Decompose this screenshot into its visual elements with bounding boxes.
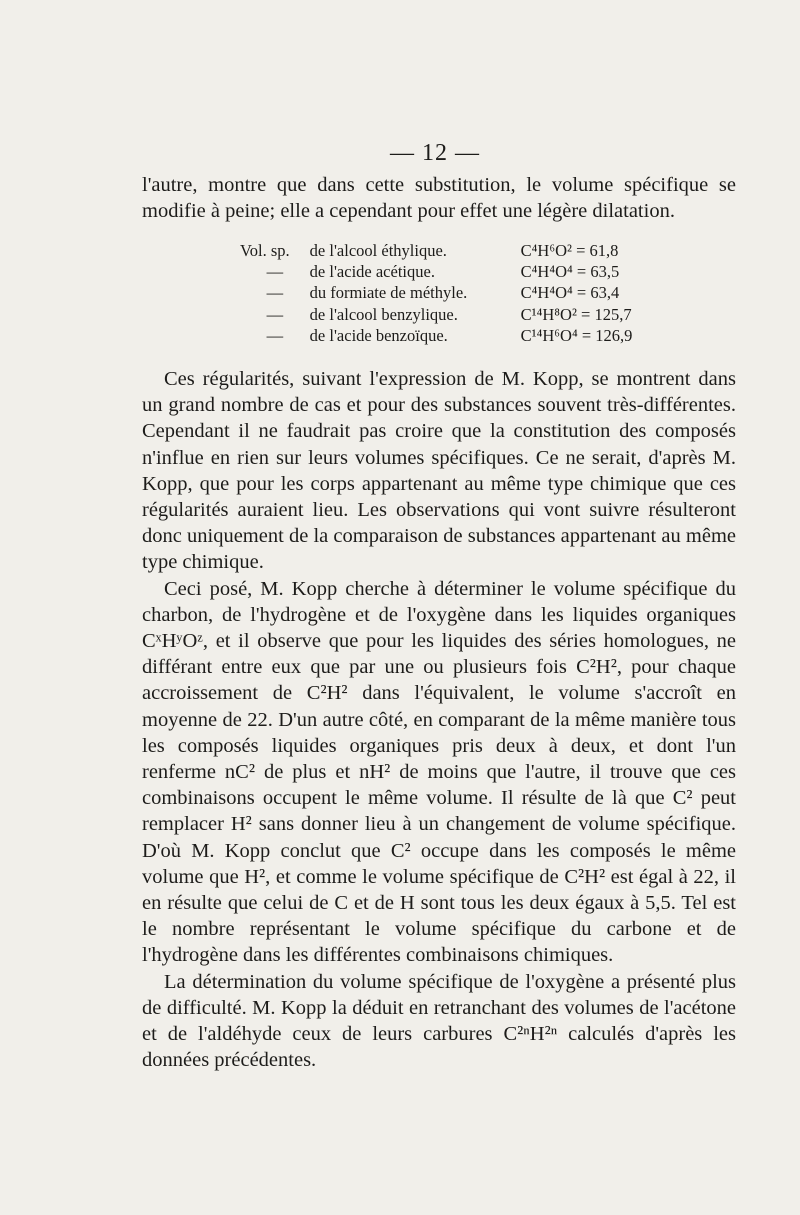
row-substance: du formiate de méthyle. (309, 283, 468, 303)
row-formula: C¹⁴H⁸O² = 125,7 (520, 304, 632, 324)
paragraph: Ces régularités, suivant l'expression de M. Kopp, se montrent dans un grand nombre de cas et pour des substances souvent très-différentes. Cependant il ne faudrait pas croire que la constitution des composés n'influe en rien sur leurs volumes spécifiques. Ce ne serait, d'après M. Kopp, que pour les corps appartenant au même type chimique que ces régularités auraient lieu. Les observations qui vont suivre résulteront donc uniquement de la comparaison de substances appartenant au même type chimique. (142, 368, 736, 574)
row-formula: C⁴H⁶O² = 61,8 (520, 241, 619, 260)
row-formula: C⁴H⁴O⁴ = 63,4 (520, 283, 620, 303)
row-substance: de l'alcool éthylique. (309, 241, 447, 260)
table-row (240, 304, 660, 325)
table-row (240, 240, 660, 261)
table-row (240, 282, 660, 303)
intro-paragraph (142, 172, 736, 224)
row-prefix: — (266, 283, 284, 303)
table-row (240, 261, 660, 282)
page-number: — 12 — (390, 140, 480, 166)
paragraph: Ceci posé, M. Kopp cherche à déterminer le volume spécifique du charbon, de l'hydrogène et de l'oxygène dans les liquides organiques CˣHʸOᶻ, et il observe que pour les liquides des séries homologues, ne différant entre eux que par une ou plusieurs fois C²H², pour chaque accroissement de C²H² dans l'équivalent, le volume s'accroît en moyenne de 22. D'un autre côté, en comparant de la même manière tous les composés liquides organiques pris deux à deux, et dont l'un renferme nC² de plus et nH² de moins que l'autre, il trouve que ces combinaisons occupent le même volume. Il résulte de là que C² peut remplacer H² sans donner lieu à un changement de volume spécifique. D'où M. Kopp conclut que C² occupe dans les composés le même volume que H², et comme le volume spécifique de C²H² est égal à 22, il en résulte que celui de C et de H sont tous les deux égaux à 5,5. Tel est le nombre représentant le volume spécifique du carbone et de l'hydrogène dans les différentes combinaisons chimiques. (142, 577, 736, 967)
body-text (142, 366, 736, 1073)
row-substance: de l'acide acétique. (309, 262, 435, 282)
row-formula: C¹⁴H⁶O⁴ = 126,9 (520, 325, 633, 345)
row-prefix: — (266, 304, 284, 324)
row-prefix: — (266, 325, 284, 345)
intro-text: l'autre, montre que dans cette substitution, le volume spécifique se modifie à peine; elle a cependant pour effet une légère dilatation. (142, 174, 736, 223)
paragraph: La détermination du volume spécifique de l'oxygène a présenté plus de difficulté. M. Kopp la déduit en retranchant des volumes de l'acétone et de l'aldéhyde ceux de leurs carbures C²ⁿH²ⁿ calculés d'après les données précédentes. (142, 970, 736, 1072)
row-substance: de l'acide benzoïque. (309, 325, 448, 345)
row-prefix: Vol. sp. (240, 241, 290, 260)
table-row (240, 325, 660, 346)
row-formula: C⁴H⁴O⁴ = 63,5 (520, 262, 620, 282)
row-prefix: — (266, 262, 284, 282)
row-substance: de l'alcool benzylique. (309, 304, 458, 324)
specific-volume-table (240, 240, 660, 346)
